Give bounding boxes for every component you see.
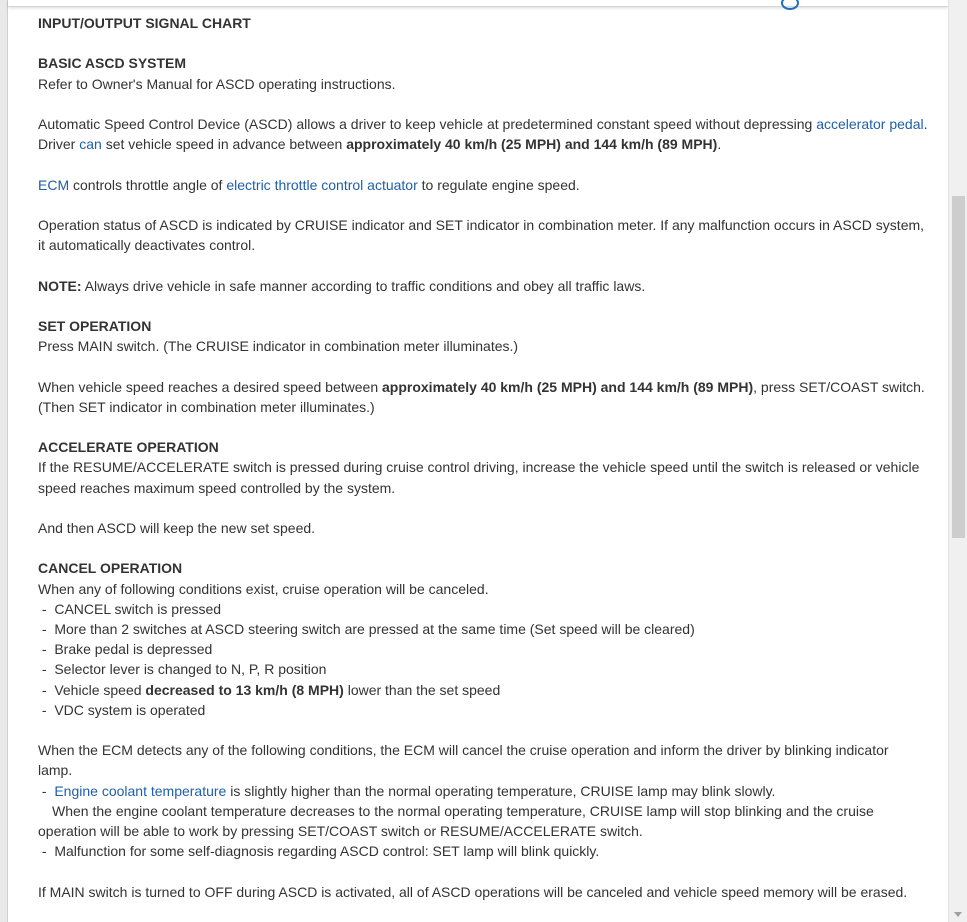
link-ecm[interactable]: ECM [38,176,70,193]
paragraph: ECM controls throttle angle of electric throttle control actuator to regulate engine speed. [38,176,580,193]
note-label: NOTE: [38,277,82,294]
list-item: - VDC system is operated [38,701,206,718]
document-content [38,13,938,902]
link-can[interactable]: can [79,136,102,153]
left-gutter [0,0,7,922]
vertical-scrollbar[interactable] [948,0,967,922]
paragraph: When vehicle speed reaches a desired speed between approximately 40 km/h (25 MPH) and 144 km/h (89 MPH), press SET/COAST switch. [38,378,925,395]
link-electric-throttle-control-actuator[interactable]: electric throttle control actuator [226,176,418,193]
left-gutter-border [7,0,8,922]
list-item: - Brake pedal is depressed [38,641,213,658]
list-item: - Vehicle speed decreased to 13 km/h (8 MPH) lower than the set speed [38,681,501,698]
paragraph: Press MAIN switch. (The CRUISE indicator in combination meter illuminates.) [38,338,519,355]
paragraph: If the RESUME/ACCELERATE switch is pressed during cruise control driving, increase the vehicle speed until the switch is released or vehicle [38,459,920,476]
scroll-down-arrow-icon[interactable] [954,912,962,917]
paragraph: When any of following conditions exist, cruise operation will be canceled. [38,580,489,597]
paragraph: speed reaches maximum speed controlled by the system. [38,479,396,496]
paragraph: (Then SET indicator in combination meter illuminates.) [38,398,375,415]
list-item: - Engine coolant temperature is slightly higher than the normal operating temperature, CRUISE lamp may blink slowly. [38,782,776,799]
list-item-continuation: When the engine coolant temperature decreases to the normal operating temperature, CRUISE lamp will stop blinking and the cruise [52,802,874,819]
section-heading-accelerate: ACCELERATE OPERATION [38,439,219,456]
paragraph: And then ASCD will keep the new set speed. [38,519,316,536]
section-heading-set: SET OPERATION [38,317,152,334]
paragraph: If MAIN switch is turned to OFF during ASCD is activated, all of ASCD operations will be canceled and vehicle speed memory will be erased. [38,883,908,900]
list-item: - Malfunction for some self-diagnosis regarding ASCD control: SET lamp will blink quickly. [38,843,600,860]
page-title: INPUT/OUTPUT SIGNAL CHART [38,15,251,31]
link-engine-coolant-temperature[interactable]: Engine coolant temperature [54,782,227,799]
paragraph: Refer to Owner's Manual for ASCD operating instructions. [38,75,396,92]
note: NOTE: Always drive vehicle in safe manner according to traffic conditions and obey all traffic laws. [38,277,646,294]
paragraph: When the ECM detects any of the following conditions, the ECM will cancel the cruise operation and inform the driver by blinking indicator [38,742,889,759]
list-item: - Selector lever is changed to N, P, R position [38,661,327,678]
section-heading-basic: BASIC ASCD SYSTEM [38,55,187,72]
list-item: - CANCEL switch is pressed [38,600,222,617]
link-accelerator-pedal[interactable]: accelerator pedal [816,115,924,132]
paragraph: Driver can set vehicle speed in advance between approximately 40 km/h (25 MPH) and 144 km/h (89 MPH). [38,136,722,153]
list-item-continuation: operation will be able to work by pressing SET/COAST switch or RESUME/ACCELERATE switch. [38,822,643,839]
paragraph: Operation status of ASCD is indicated by CRUISE indicator and SET indicator in combination meter. If any malfunction occurs in ASCD system, [38,216,925,233]
top-toolbar-edge [8,0,948,7]
list-item: - More than 2 switches at ASCD steering switch are pressed at the same time (Set speed will be cleared) [38,620,695,637]
paragraph: it automatically deactivates control. [38,237,256,254]
paragraph: Automatic Speed Control Device (ASCD) allows a driver to keep vehicle at predetermined constant speed without depressing accelerator pedal. [38,115,928,132]
refresh-icon[interactable] [781,0,799,10]
scrollbar-thumb[interactable] [952,196,965,538]
paragraph: lamp. [38,762,73,779]
section-heading-cancel: CANCEL OPERATION [38,560,183,577]
